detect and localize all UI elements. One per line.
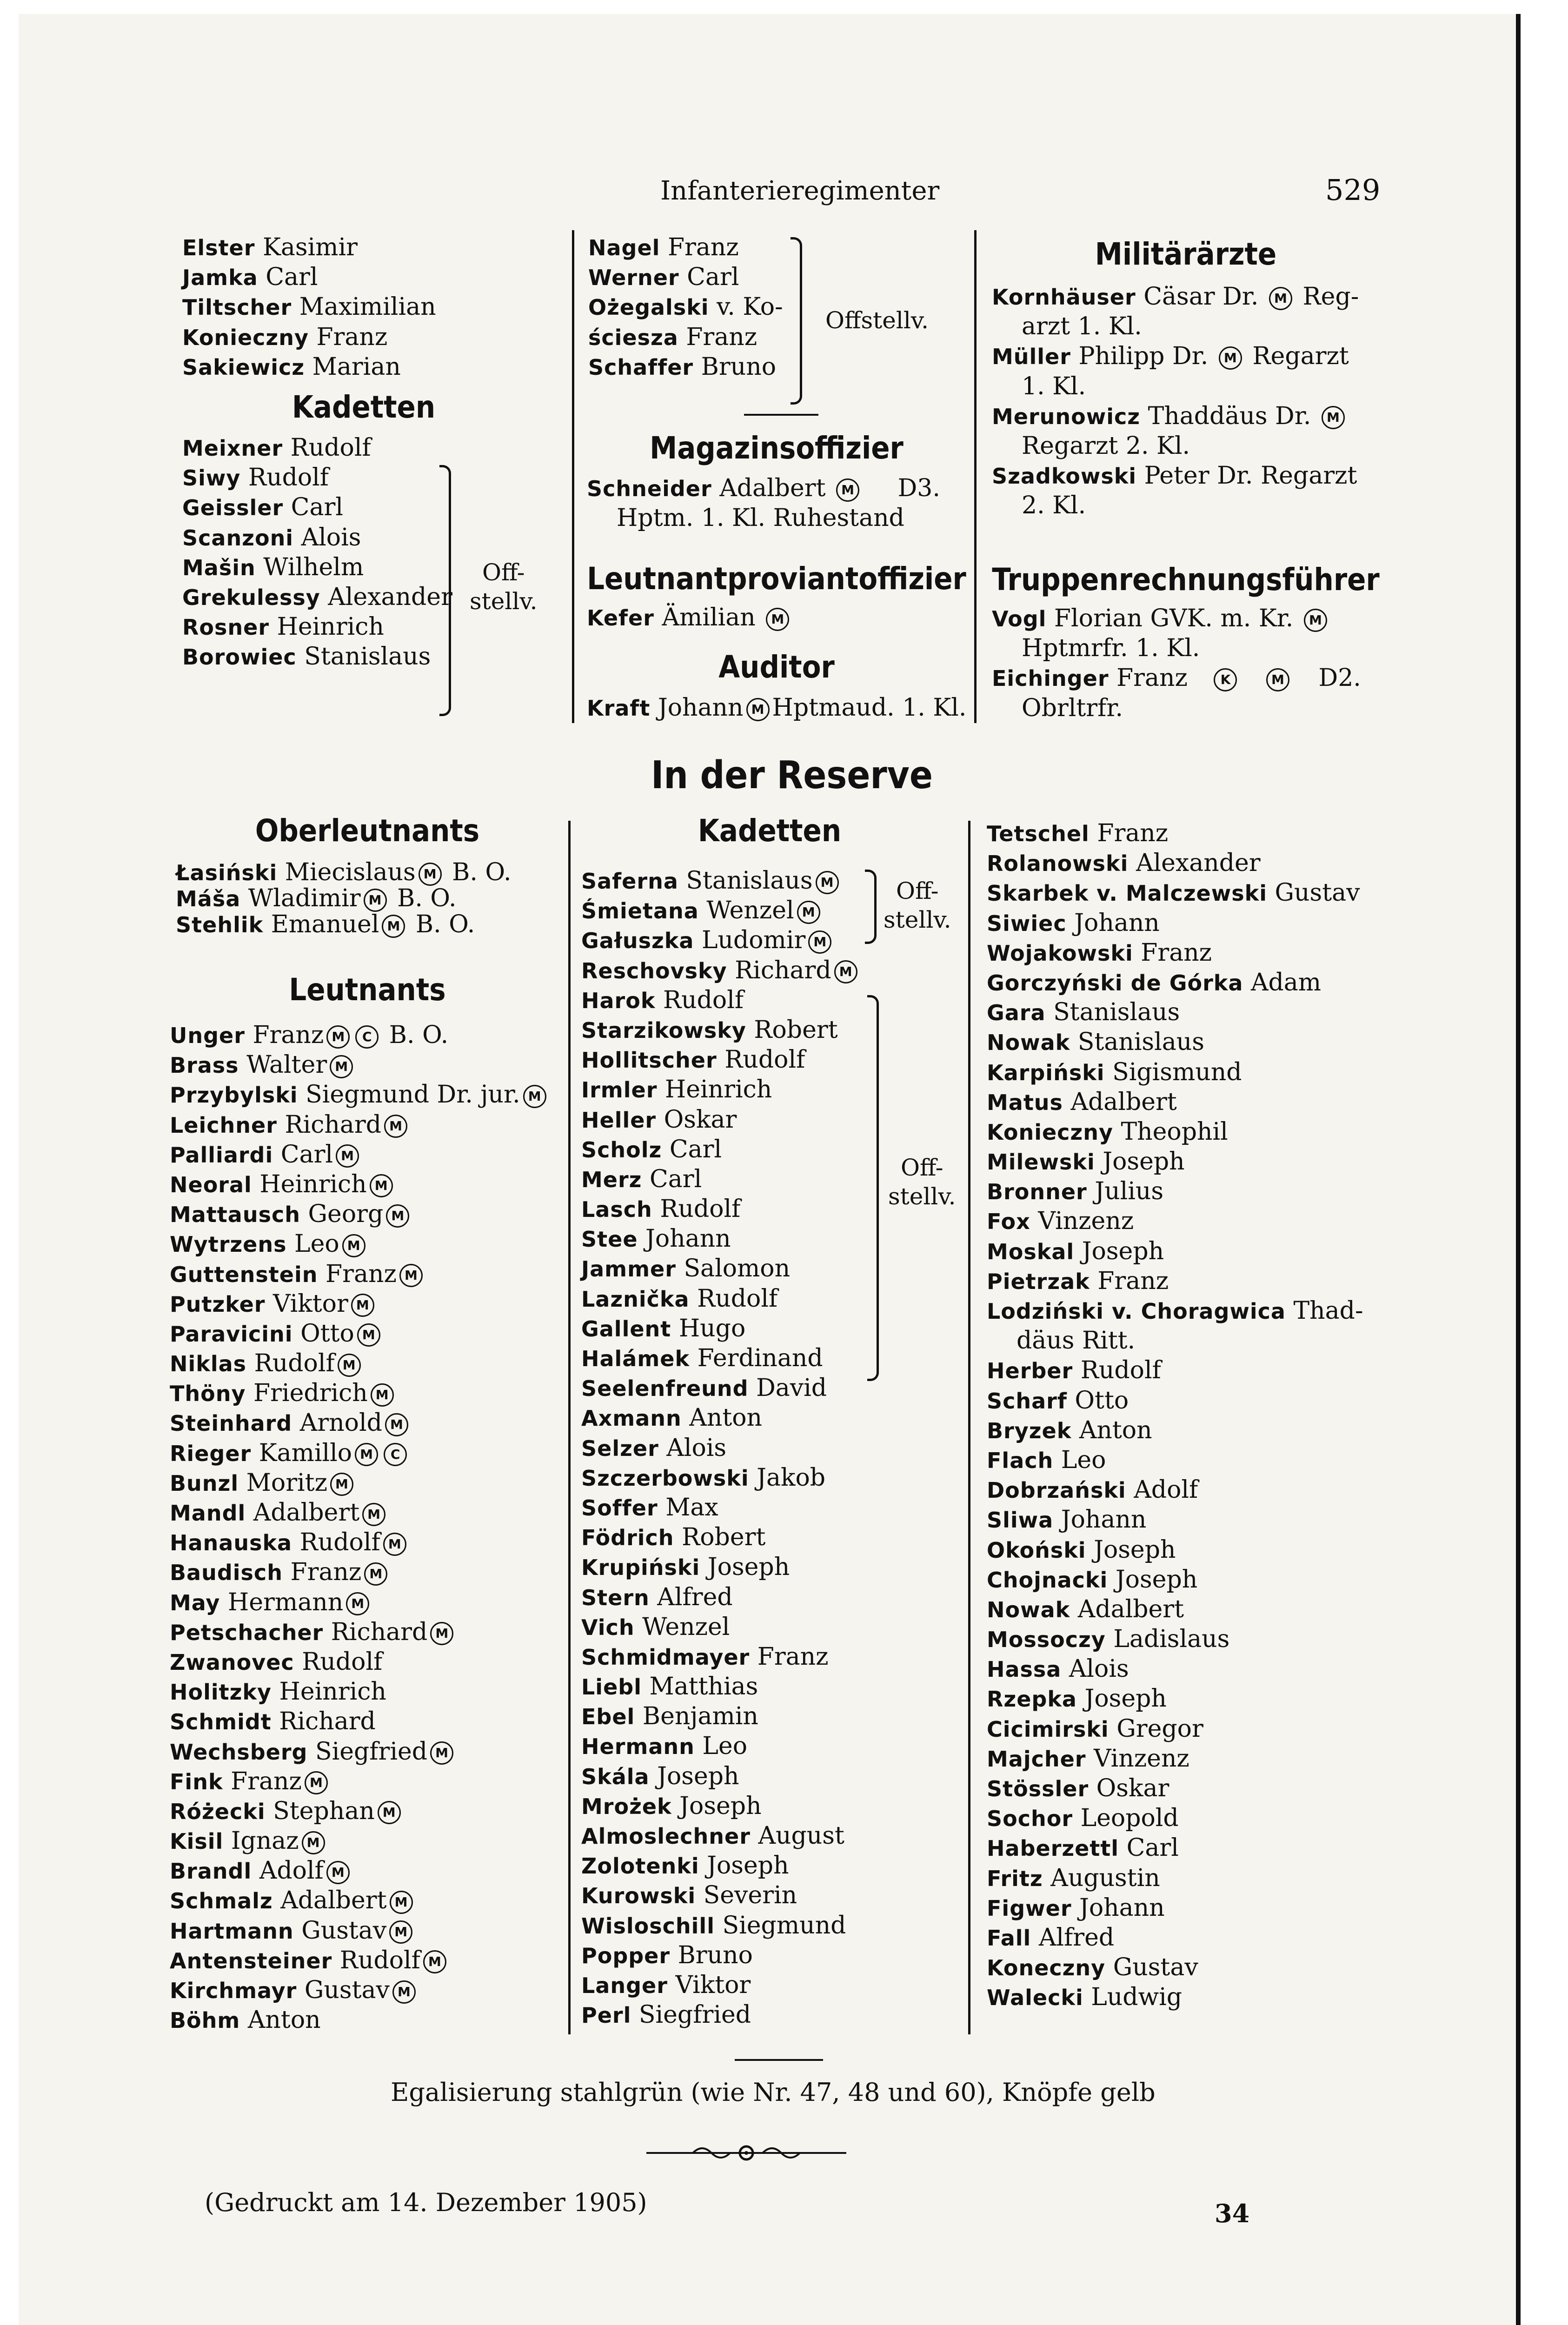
name-entry: Ożegalski v. Ko- [588, 293, 783, 321]
name-entry: däus Ritt. [1017, 1327, 1136, 1355]
ornament [646, 2139, 846, 2167]
name-entry: Majcher Vinzenz [987, 1744, 1189, 1773]
name-entry: Dobrzański Adolf [987, 1476, 1198, 1504]
name-entry: Łasiński Miecislaus M B. O. [176, 858, 512, 886]
name-entry: Merz Carl [581, 1165, 702, 1193]
name-entry: Liebl Matthias [581, 1673, 758, 1701]
name-entry: Bryzek Anton [987, 1416, 1152, 1444]
name-entry: Neoral Heinrich M [170, 1169, 565, 1199]
reserve-right-list [987, 818, 1391, 2013]
sheet-number: 34 [1215, 2199, 1250, 2228]
name-entry: Meixner Rudolf [182, 433, 371, 462]
name-entry: Máša Wladimir M B. O. [176, 884, 457, 912]
name-entry: Mossoczy Ladislaus [987, 1625, 1230, 1654]
name-entry: Karpiński Sigismund [987, 1058, 1242, 1086]
short-rule [744, 414, 818, 416]
name-entry: Krupiński Joseph [581, 1553, 790, 1581]
magazin-entry: Schneider Adalbert M D3. Hptm. 1. Kl. Ruhestand [587, 474, 940, 532]
medal-icon: M [336, 1144, 359, 1168]
name-entry: Nowak Adalbert [987, 1595, 1184, 1623]
column-rule [572, 230, 574, 723]
medal-icon: M [383, 1533, 406, 1556]
name-entry: Hassa Alois [987, 1655, 1129, 1683]
name-entry: Konieczny Franz [182, 323, 388, 351]
medal-icon: M [419, 863, 442, 886]
name-entry: Matus Adalbert [987, 1088, 1177, 1116]
brace [865, 870, 877, 944]
name-entry: Mattausch Georg M [170, 1199, 565, 1229]
name-entry: Koneczny Gustav [987, 1953, 1198, 1982]
name-entry: Rieger Kamillo M C [170, 1438, 565, 1468]
name-entry: Antensteiner Rudolf M [170, 1946, 565, 1975]
name-entry: Saferna Stanislaus M [581, 866, 967, 896]
name-entry: Putzker Viktor M [170, 1289, 565, 1319]
offstellv-label: Off- stellv. [888, 1154, 956, 1210]
name-entry: Födrich Robert [581, 1523, 766, 1552]
name-entry: Schaffer Bruno [588, 352, 776, 381]
name-entry: Sochor Leopold [987, 1804, 1179, 1833]
medal-icon: M [326, 1025, 350, 1049]
name-entry: Axmann Anton [581, 1404, 763, 1432]
name-entry: Scharf Otto [987, 1386, 1129, 1415]
medal-icon: M [305, 1771, 328, 1794]
name-entry: Baudisch Franz M [170, 1557, 565, 1587]
medal-icon: M [357, 1323, 380, 1347]
name-entry: Bunzl Moritz M [170, 1468, 565, 1498]
name-entry: Palliardi Carl M [170, 1140, 565, 1169]
name-entry: Schmidmayer Franz [581, 1642, 829, 1671]
name-entry: Fall Alfred [987, 1923, 1115, 1952]
medal-icon: M [330, 1055, 353, 1078]
medal-icon: M [808, 930, 831, 954]
name-entry: Kisil Ignaz M [170, 1826, 565, 1856]
name-entry: Werner Carl [588, 263, 739, 292]
offstellv-label: Off- stellv. [884, 877, 951, 933]
name-entry: Hanauska Rudolf M [170, 1528, 565, 1557]
name-entry: Guttenstein Franz M [170, 1259, 565, 1289]
aerzte-heading: Militärärzte [1095, 236, 1277, 272]
name-entry: Nagel Franz [588, 233, 739, 261]
name-entry: Przybylski Siegmund Dr. jur. M [170, 1080, 565, 1109]
name-entry: Böhm Anton [170, 2006, 321, 2034]
name-entry: Siwy Rudolf [182, 464, 329, 492]
name-entry: Wytrzens Leo M [170, 1229, 565, 1259]
medal-icon: M [330, 1473, 353, 1496]
reserve-kadetten-heading: Kadetten [698, 813, 842, 849]
name-entry: Elster Kasimir [182, 233, 358, 261]
name-entry: Konieczny Theophil [987, 1117, 1228, 1146]
name-entry: Vich Wenzel [581, 1613, 730, 1641]
offstellv-label: Off- stellv. [470, 559, 538, 615]
name-entry: Seelenfreund David [581, 1374, 827, 1402]
name-entry: Flach Leo [987, 1446, 1106, 1474]
aerzte-list: Kornhäuser Cäsar Dr. M Reg- arzt 1. Kl. Müller Philipp Dr. M Regarzt 1. Kl. Merunowicz Thaddäus Dr. M Regarzt 2. Kl. Szadkowski Peter Dr. Regarzt 2. Kl. [992, 283, 1359, 520]
rechnung-list: Vogl Florian GVK. m. Kr. M Hptmrfr. 1. Kl. Eichinger Franz K M D2. Obrltrfr. [992, 604, 1361, 722]
medal-icon: M [342, 1234, 365, 1257]
medal-icon: M [386, 1204, 409, 1228]
name-entry: Zwanovec Rudolf [170, 1647, 383, 1676]
brace [791, 237, 802, 405]
name-entry: Soffer Max [581, 1493, 718, 1521]
auditor-entry: Kraft Johann M Hptmaud. 1. Kl. [587, 694, 967, 722]
medal-icon: M [430, 1622, 453, 1645]
name-entry: Fox Vinzenz [987, 1207, 1134, 1236]
name-entry: Mandl Adalbert M [170, 1498, 565, 1528]
kadetten-list [182, 433, 536, 672]
name-entry: Niklas Rudolf M [170, 1348, 565, 1378]
name-entry: Fink Franz M [170, 1767, 565, 1796]
medal-icon: M [384, 1115, 407, 1138]
name-entry: Leichner Richard M [170, 1110, 565, 1140]
name-entry: Grekulessy Alexander [182, 583, 452, 611]
name-entry: Skarbek v. Malczewski Gustav [987, 879, 1360, 907]
name-entry: Rosner Heinrich [182, 613, 384, 641]
name-entry: Cicimirski Gregor [987, 1714, 1203, 1743]
medal-icon: M [302, 1831, 325, 1854]
name-entry: Borowiec Stanislaus [182, 643, 431, 671]
medal-icon: M [797, 901, 820, 924]
name-entry: Mašin Wilhelm [182, 553, 364, 581]
rechnung-heading: Truppenrechnungsführer [992, 562, 1380, 598]
medal-icon: M [423, 1950, 446, 1973]
name-entry: Stehlik Emanuel M B. O. [176, 910, 475, 938]
name-entry: Milewski Joseph [987, 1148, 1185, 1176]
name-entry: Geissler Carl [182, 493, 343, 522]
medal-icon: M [338, 1354, 361, 1377]
reserve-heading: In der Reserve [651, 753, 933, 797]
name-entry: Paravicini Otto M [170, 1319, 565, 1348]
name-entry: Gallent Hugo [581, 1314, 746, 1342]
name-entry: Reschovsky Richard M [581, 956, 967, 985]
medal-icon: C [355, 1025, 379, 1049]
name-entry: Tiltscher Maximilian [182, 293, 436, 321]
medal-icon: M [389, 1920, 412, 1944]
name-entry: Lasch Rudolf [581, 1195, 741, 1223]
medal-icon: M [370, 1174, 393, 1197]
name-entry: Scanzoni Alois [182, 523, 361, 551]
name-entry: Brass Walter M [170, 1050, 565, 1080]
name-entry: Ebel Benjamin [581, 1702, 758, 1731]
name-entry: Hermann Leo [581, 1732, 748, 1760]
column-rule [974, 230, 977, 723]
name-entry: Gorczyński de Górka Adam [987, 968, 1322, 996]
name-entry: Figwer Johann [987, 1893, 1165, 1922]
name-entry: Chojnacki Joseph [987, 1565, 1198, 1594]
medal-icon: M [378, 1801, 401, 1824]
name-entry: Jammer Salomon [581, 1255, 791, 1283]
name-entry: Scholz Carl [581, 1135, 722, 1163]
name-entry: Mrożek Joseph [581, 1792, 762, 1820]
name-entry: Pietrzak Franz [987, 1267, 1169, 1295]
name-entry: ściesza Franz [588, 323, 757, 351]
egalisierung-line: Egalisierung stahlgrün (wie Nr. 47, 48 und 60), Knöpfe gelb [391, 2078, 1156, 2107]
name-entry: May Hermann M [170, 1588, 565, 1617]
name-entry: Petschacher Richard M [170, 1617, 565, 1647]
name-entry: Śmietana Wenzel M [581, 896, 967, 925]
name-entry: Wojakowski Franz [987, 938, 1212, 967]
medal-icon: M [355, 1443, 378, 1466]
kadetten-heading: Kadetten [292, 389, 436, 425]
leutnants-heading: Leutnants [289, 972, 446, 1008]
name-entry: Rolanowski Alexander [987, 849, 1261, 877]
name-entry: Bronner Julius [987, 1177, 1164, 1206]
brace [867, 995, 879, 1381]
medal-icon: M [399, 1264, 423, 1287]
name-entry: Almoslechner August [581, 1822, 844, 1850]
name-entry: Thöny Friedrich M [170, 1378, 565, 1408]
medal-icon: M [362, 1503, 385, 1526]
name-entry: Harok Rudolf [581, 986, 744, 1014]
medal-icon: M [816, 871, 839, 894]
name-entry: Halámek Ferdinand [581, 1344, 823, 1372]
name-entry: Heller Oskar [581, 1105, 737, 1134]
medal-icon: M [351, 1294, 374, 1317]
page-number: 529 [1325, 173, 1381, 207]
oberleutnants-list [176, 859, 566, 937]
name-entry: Selzer Alois [581, 1434, 727, 1462]
name-entry: Holitzky Heinrich [170, 1678, 386, 1706]
name-entry: Popper Bruno [581, 1941, 753, 1969]
name-entry: Hartmann Gustav M [170, 1916, 565, 1946]
name-entry: Rzepka Joseph [987, 1685, 1167, 1713]
medal-icon: M [346, 1592, 369, 1615]
name-entry: Tetschel Franz [987, 819, 1169, 847]
magazin-heading: Magazinsoffizier [650, 430, 904, 466]
leutnants-list [170, 1020, 565, 2035]
name-entry: Kirchmayr Gustav M [170, 1975, 565, 2005]
oberleutnants-heading: Oberleutnants [255, 813, 480, 849]
medal-icon: M [430, 1741, 453, 1765]
printed-date: (Gedruckt am 14. Dezember 1905) [205, 2188, 647, 2217]
name-entry: Stern Alfred [581, 1583, 733, 1611]
running-header: Infanterieregimenter [660, 176, 940, 206]
short-rule [735, 2059, 823, 2061]
brace [439, 465, 451, 716]
name-entry: Wechsberg Siegfried M [170, 1737, 565, 1767]
name-entry: Steinhard Arnold M [170, 1408, 565, 1438]
name-entry: Okoński Joseph [987, 1535, 1176, 1564]
name-entry: Stee Johann [581, 1225, 731, 1253]
name-entry: Irmler Heinrich [581, 1076, 772, 1104]
name-entry: Haberzettl Carl [987, 1834, 1179, 1862]
medal-icon: M [523, 1085, 546, 1108]
name-entry: Starzikowsky Robert [581, 1016, 838, 1044]
name-entry: Sliwa Johann [987, 1506, 1147, 1534]
medal-icon: M [385, 1413, 408, 1436]
medal-icon: M [834, 960, 857, 983]
name-entry: Zolotenki Joseph [581, 1852, 789, 1880]
name-entry: Unger Franz M C B. O. [170, 1021, 449, 1049]
column-rule [968, 821, 970, 2034]
medal-icon: M [371, 1383, 394, 1407]
name-entry: Nowak Stanislaus [987, 1028, 1204, 1056]
name-entry: Jamka Carl [182, 263, 318, 292]
name-entry: Szczerbowski Jakob [581, 1463, 826, 1492]
medal-icon: M [364, 889, 387, 912]
name-entry: Siwiec Johann [987, 909, 1160, 937]
medal-icon: M [382, 915, 405, 938]
name-entry: Moskal Joseph [987, 1237, 1164, 1265]
medal-icon: M [364, 1562, 387, 1586]
reserve-kadetten-list [581, 866, 967, 2030]
name-entry: Herber Rudolf [987, 1356, 1161, 1385]
name-entry: Perl Siegfried [581, 2001, 751, 2029]
proviant-entry: Kefer Ämilian M [587, 603, 973, 632]
name-entry: Schmalz Adalbert M [170, 1886, 565, 1915]
medal-icon: M [392, 1980, 416, 2004]
name-entry: Wisloschill Siegmund [581, 1911, 846, 1940]
name-entry: Walecki Ludwig [987, 1983, 1183, 2012]
proviant-heading: Leutnantproviantoffizier [587, 561, 966, 597]
name-entry: Gałuszka Ludomir M [581, 925, 967, 955]
name-entry: Lodziński v. Choragwica Thad- [987, 1297, 1363, 1325]
name-entry: Langer Viktor [581, 1971, 751, 1999]
medal-icon: C [384, 1443, 407, 1466]
name-entry: Skála Joseph [581, 1762, 739, 1790]
medal-icon: M [390, 1891, 413, 1914]
name-entry: Brandl Adolf M [170, 1856, 565, 1886]
name-entry: Stössler Oskar [987, 1774, 1169, 1802]
name-entry: Schmidt Richard [170, 1707, 376, 1736]
name-entry: Różecki Stephan M [170, 1796, 565, 1826]
offstellv-label: Offstellv. [825, 307, 929, 334]
medal-icon: M [326, 1861, 350, 1884]
name-entry: Sakiewicz Marian [182, 352, 401, 381]
name-entry: Kurowski Severin [581, 1881, 797, 1910]
name-entry: Hollitscher Rudolf [581, 1046, 805, 1074]
auditor-heading: Auditor [718, 649, 835, 685]
name-entry: Laznička Rudolf [581, 1284, 778, 1313]
column-rule [568, 821, 571, 2034]
name-entry: Fritz Augustin [987, 1864, 1160, 1892]
name-entry: Gara Stanislaus [987, 998, 1180, 1027]
